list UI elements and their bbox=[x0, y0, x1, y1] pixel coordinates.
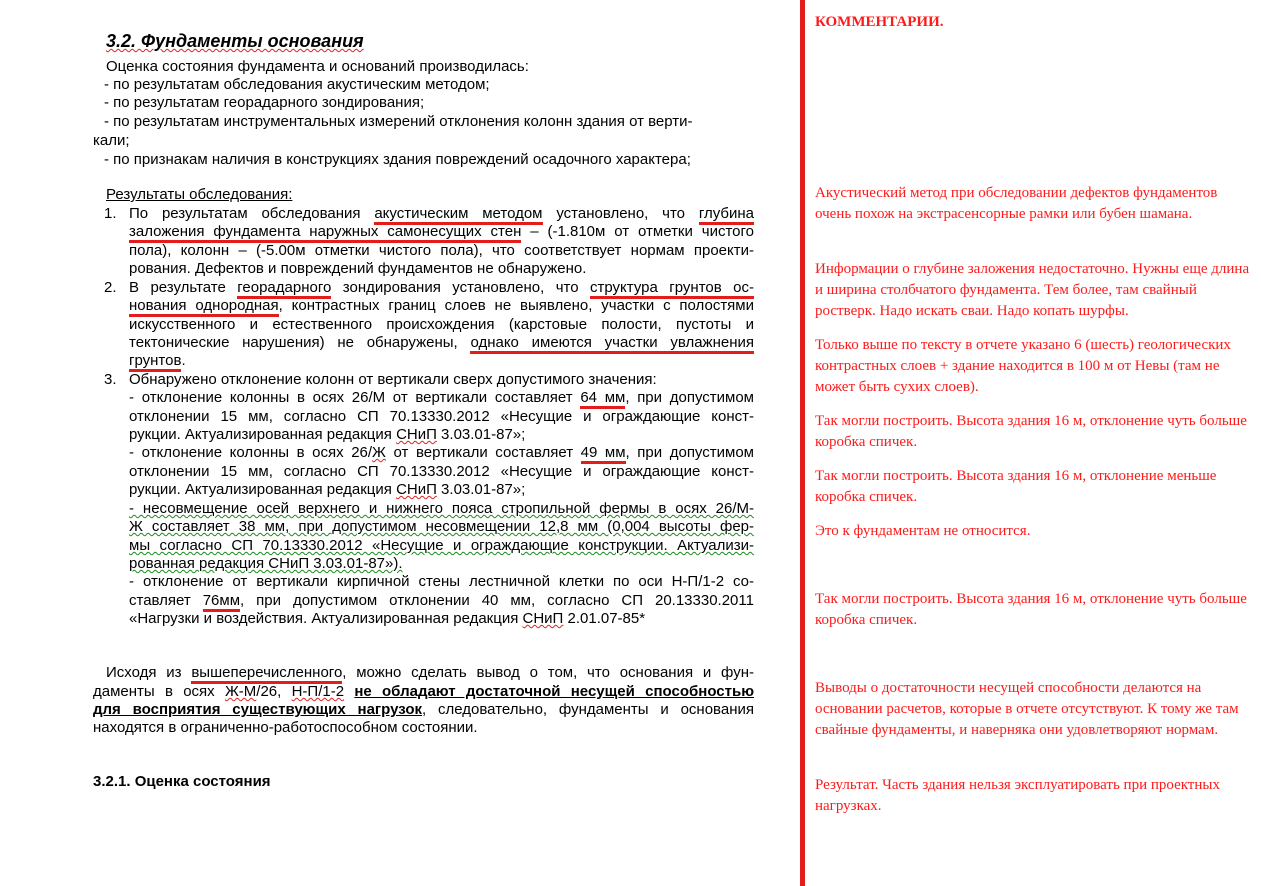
result-1-line: рования. Дефектов и повреждений фундаментов не обнаружено. bbox=[129, 260, 587, 277]
result-3-line: отклонении 15 мм, согласно СП 70.13330.2012 «Несущие и ограждающие конст- bbox=[129, 408, 754, 425]
comment-item: Так могли построить. Высота здания 16 м, отклонение чуть больше коробка спичек. bbox=[815, 413, 1247, 450]
highlight: акустическим методом bbox=[374, 205, 542, 225]
comment-item: Только выше по тексту в отчете указано 6 (шесть) геологических контрастных слоев + здание находится в 100 м от Невы (там не может быть сухих слоев). bbox=[815, 337, 1231, 395]
result-1-line: пола), колонн – (-5.00м отметки чистого пола), что соответствует нормам проекти- bbox=[129, 242, 754, 259]
conclusion-line: для восприятия существующих нагрузок, следовательно, фундаменты и основания bbox=[93, 701, 754, 718]
intro-item: - по результатам инструментальных измерений отклонения колонн здания от верти- bbox=[104, 113, 693, 130]
highlight: однако имеются участки увлажнения bbox=[470, 334, 754, 354]
list-number: 2. bbox=[104, 279, 117, 296]
result-3-line: рукции. Актуализированная редакция СНиП 3.03.01-87»; bbox=[129, 481, 526, 498]
comment-item: Так могли построить. Высота здания 16 м, отклонение чуть больше коробка спичек. bbox=[815, 591, 1247, 628]
comment-item: Информации о глубине заложения недостаточно. Нужны еще длина и ширина столбчатого фундамента. Тем более, там свайный ростверк. Надо искать сваи. Надо копать шурфы. bbox=[815, 261, 1250, 319]
result-3-line: рованная редакция СНиП 3.03.01-87»). bbox=[129, 555, 403, 572]
result-2-line: тектонические нарушения) не обнаружены, однако имеются участки увлажнения bbox=[129, 334, 754, 352]
intro-item: - по результатам георадарного зондирования; bbox=[104, 94, 425, 111]
conclusion-line: Исходя из вышеперечисленного, можно сделать вывод о том, что основания и фун- bbox=[106, 664, 754, 682]
result-2-line: искусственного и естественного происхождения (карстовые полости, пустоты и bbox=[129, 316, 754, 333]
result-2-line: В результате георадарного зондирования установлено, что структура грунтов ос- bbox=[129, 279, 754, 297]
comment-item: Результат. Часть здания нельзя эксплуатировать при проектных нагрузках. bbox=[815, 777, 1220, 814]
result-3-line: ставляет 76мм, при допустимом отклонении 40 мм, согласно СП 20.13330.2011 bbox=[129, 592, 754, 610]
result-3-line: мы согласно СП 70.13330.2012 «Несущие и ограждающие конструкции. Актуализи- bbox=[129, 537, 754, 554]
comment-item: Выводы о достаточности несущей способности делаются на основании расчетов, которые в отчете отсутствуют. К тому же там свайные фундаменты, и наверняка они удовлетворяют нормам. bbox=[815, 680, 1239, 738]
section-heading bbox=[106, 30, 364, 52]
result-3-line: - отклонение колонны в осях 26/Ж от вертикали составляет 49 мм, при допустимом bbox=[129, 444, 754, 462]
intro-item: кали; bbox=[93, 132, 130, 149]
highlight: структура грунтов ос- bbox=[590, 279, 754, 299]
comments-panel bbox=[805, 0, 1261, 886]
highlight: грунтов bbox=[129, 352, 181, 372]
highlight: заложения фундамента наружных самонесущих стен bbox=[129, 223, 521, 243]
result-3-line: отклонении 15 мм, согласно СП 70.13330.2012 «Несущие и ограждающие конст- bbox=[129, 463, 754, 480]
highlight: глубина bbox=[699, 205, 754, 225]
conclusion-line: даменты в осях Ж-М/26, Н-П/1-2 не обладают достаточной несущей способностью bbox=[93, 683, 755, 700]
result-2-line: грунтов. bbox=[129, 352, 186, 370]
result-3-line: «Нагрузки и воздействия. Актуализированная редакция СНиП 2.01.07-85* bbox=[129, 610, 646, 627]
conclusion-line: находятся в ограниченно-работоспособном состоянии. bbox=[93, 719, 478, 736]
result-2-line: нования однородная, контрастных границ слоев не выявлено, участки с полостями bbox=[129, 297, 754, 315]
comment-item: Акустический метод при обследовании дефектов фундаментов очень похож на экстрасенсорные рамки или бубен шамана. bbox=[815, 185, 1218, 222]
result-3-line: Обнаружено отклонение колонн от вертикали сверх допустимого значения: bbox=[129, 371, 657, 388]
intro-lead: Оценка состояния фундамента и оснований производилась: bbox=[106, 58, 529, 75]
results-label: Результаты обследования: bbox=[106, 186, 293, 203]
list-number: 1. bbox=[104, 205, 117, 222]
result-3-line: - отклонение от вертикали кирпичной стены лестничной клетки по оси Н-П/1-2 со- bbox=[129, 573, 754, 590]
highlight: 76мм bbox=[203, 592, 240, 612]
result-3-line: - несовмещение осей верхнего и нижнего пояса стропильной фермы в осях 26/М- bbox=[129, 500, 754, 517]
result-1-line: По результатам обследования акустическим методом установлено, что глубина bbox=[129, 205, 754, 223]
highlight: 64 мм bbox=[580, 389, 625, 409]
list-number: 3. bbox=[104, 371, 117, 388]
result-1-line: заложения фундамента наружных самонесущих стен – (-1.810м от отметки чистого bbox=[129, 223, 754, 241]
highlight: нования однородная bbox=[129, 297, 279, 317]
result-3-line: Ж составляет 38 мм, при допустимом несовмещении 12,8 мм (0,004 высоты фер- bbox=[129, 518, 754, 535]
heading-text: 3.2. Фундаменты основания bbox=[106, 31, 364, 51]
comments-title: КОММЕНТАРИИ. bbox=[815, 14, 944, 30]
comment-item: Это к фундаментам не относится. bbox=[815, 523, 1031, 539]
highlight: 49 мм bbox=[581, 444, 626, 464]
highlight: георадарного bbox=[237, 279, 331, 299]
intro-item: - по результатам обследования акустическим методом; bbox=[104, 76, 490, 93]
subsection-heading: 3.2.1. Оценка состояния bbox=[93, 773, 271, 790]
result-3-line: - отклонение колонны в осях 26/М от вертикали составляет 64 мм, при допустимом bbox=[129, 389, 754, 407]
comment-item: Так могли построить. Высота здания 16 м, отклонение меньше коробка спичек. bbox=[815, 468, 1217, 505]
intro-item: - по признакам наличия в конструкциях здания повреждений осадочного характера; bbox=[104, 151, 691, 168]
result-3-line: рукции. Актуализированная редакция СНиП 3.03.01-87»; bbox=[129, 426, 526, 443]
highlight: вышеперечисленного bbox=[191, 664, 342, 684]
